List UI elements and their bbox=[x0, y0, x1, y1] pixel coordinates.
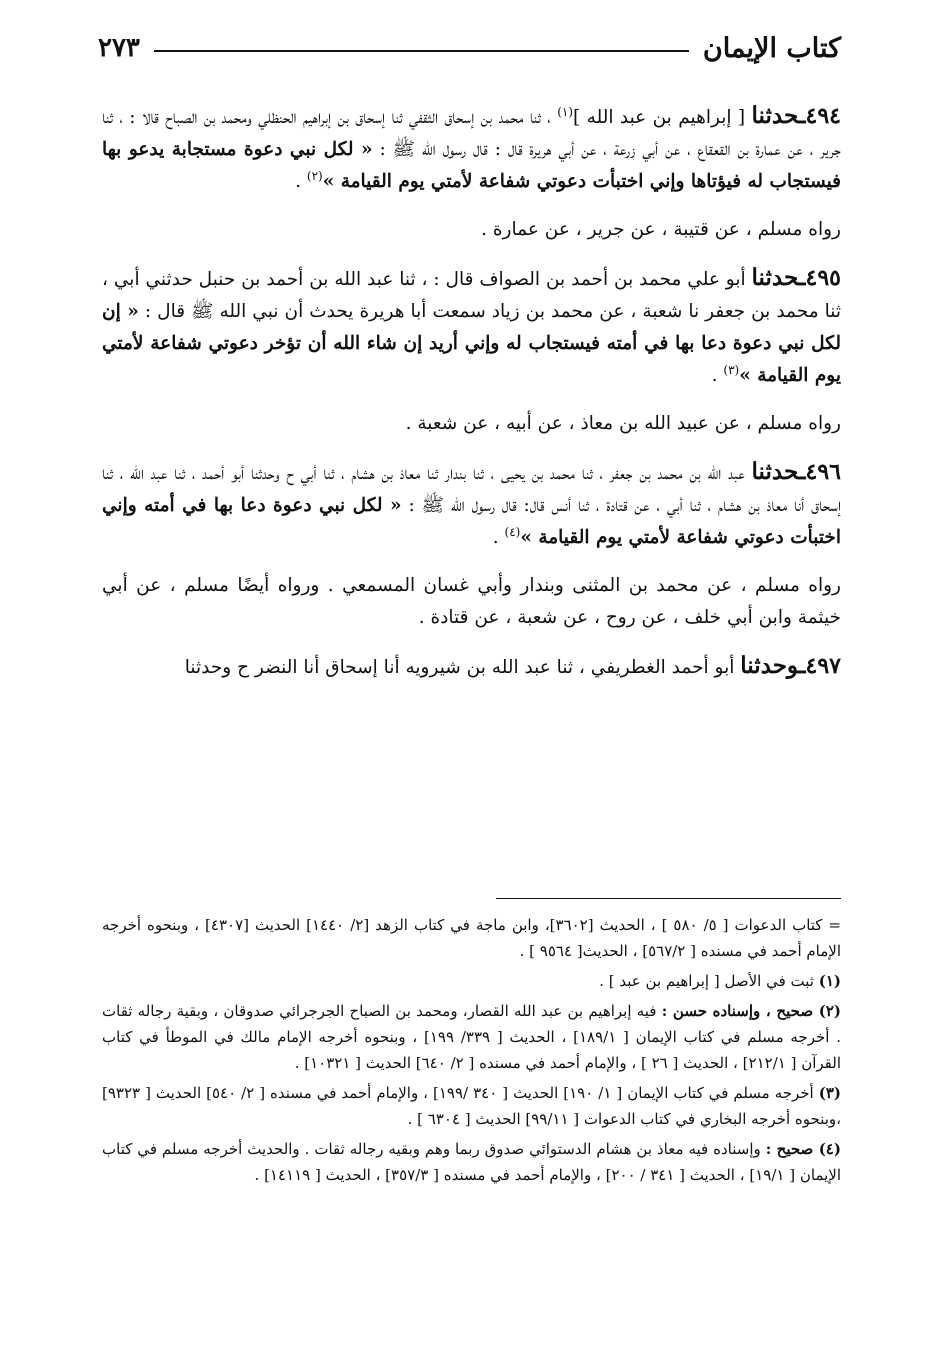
footnote-2 bbox=[102, 998, 841, 1076]
hadith-lead-word: ـوحدثنا bbox=[740, 652, 806, 679]
footnote-text: فيه إبراهيم بن عبد الله القصار، ومحمد بن الصباح الجرجرائي صدوقان ، وبقية رجاله ثقات . أخرجه مسلم في كتاب الإيمان [ ١٨٩/١] ، الحديث [ ٣٣٩/ ١٩٩] ، وبنحوه أخرجه الإمام مالك في الموطأ في كتاب القرآن [ ٢١٢/١] ، الحديث [ ٢٦ ] ، والإمام أحمد في مسنده [ ٢/ ٦٤٠] الحديث [ ١٠٣٢١] . bbox=[102, 1002, 841, 1072]
footnote-ref: (٤) bbox=[504, 524, 521, 539]
main-text bbox=[102, 100, 841, 700]
footnote-text: ثبت في الأصل [ إبراهيم بن عبد ] . bbox=[599, 972, 814, 990]
footnote-label: (١) bbox=[818, 972, 841, 990]
footnote-1 bbox=[102, 968, 841, 994]
riwaya-note: رواه مسلم ، عن عبيد الله بن معاذ ، عن أبيه ، عن شعبة . bbox=[405, 413, 841, 434]
hadith-lead-word: ـحدثنا bbox=[751, 264, 806, 291]
footnote-ref: (٣) bbox=[723, 362, 740, 377]
footnote-label: (٢) صحيح ، وإسناده حسن : bbox=[661, 1002, 841, 1020]
hadith-number: ٤٩٥ bbox=[805, 265, 841, 291]
hadith-lead-word: ـحدثنا bbox=[751, 458, 806, 485]
footnote-text: أخرجه مسلم في كتاب الإيمان [ ١/ ١٩٠] الحديث [ ٣٤٠ /١٩٩] ، والإمام أحمد في مسنده [ ٢/ ٥٤٠] الحديث [ ٩٣٢٣] ،وبنحوه أخرجه البخاري في كتاب الدعوات [ ٩٩/١١] الحديث [ ٦٣٠٤ ] . bbox=[102, 1084, 841, 1128]
hadith-494 bbox=[102, 100, 841, 198]
page-number: ٢٧٣ bbox=[98, 33, 140, 63]
hadith-number: ٤٩٦ bbox=[805, 459, 841, 485]
sentence-end: . bbox=[711, 365, 718, 386]
footnote-separator bbox=[496, 898, 841, 899]
footnote-text: وإسناده فيه معاذ بن هشام الدستوائي صدوق ربما وهم وبقيه رجاله ثقات . والحديث أخرجه مسلم في كتاب الإيمان [ ١٩/١] ، الحديث [ ٣٤١ / ٢٠٠] ، والإمام أحمد في مسنده [ ٣٥٧/٣] ، الحديث [ ١٤١١٩] . bbox=[102, 1140, 841, 1184]
hadith-497 bbox=[102, 650, 841, 684]
footnote-label: (٣) bbox=[818, 1084, 841, 1102]
hadith-number: ٤٩٧ bbox=[805, 653, 841, 679]
hadith-isnad: أبو علي محمد بن أحمد بن الصواف قال : ، ثنا عبد الله بن أحمد بن حنبل حدثني أبي ، ثنا محمد بن جعفر نا شعبة ، عن محمد بن زياد سمعت أبا هريرة يحدث أن نبي الله ﷺ قال : bbox=[102, 269, 841, 322]
page-header bbox=[98, 28, 841, 68]
footnote-continuation: = كتاب الدعوات [ ٥/ ٥٨٠ ] ، الحديث [٣٦٠٢]، وابن ماجة في كتاب الزهد [٢/ ١٤٤٠] الحديث [٤٣٠٧] ، وبنحوه أخرجه الإمام أحمد في مسنده [ ٥٦٧/٢] ، الحديث[ ٩٥٦٤ ] . bbox=[102, 916, 841, 960]
book-title: كتاب الإيمان bbox=[702, 32, 841, 64]
hadith-isnad: أبو أحمد الغطريفي ، ثنا عبد الله بن شيرويه أنا إسحاق أنا النضر ح وحدثنا bbox=[184, 657, 735, 678]
footnotes bbox=[102, 912, 841, 1192]
header-rule bbox=[154, 50, 689, 52]
footnote-label: (٤) صحيح : bbox=[765, 1140, 841, 1158]
riwaya-note: رواه مسلم ، عن محمد بن المثنى وبندار وأبي غسان المسمعي . ورواه أيضًا مسلم ، عن أبي خيثمة وابن أبي خلف ، عن روح ، عن شعبة ، عن قتادة . bbox=[102, 575, 841, 628]
footnote-3 bbox=[102, 1080, 841, 1132]
hadith-495 bbox=[102, 262, 841, 392]
hadith-matn: « لكل نبي دعوة دعا بها في أمته وإني اختبأت دعوتي شفاعة لأمتي يوم القيامة » bbox=[102, 495, 841, 548]
hadith-matn: « إن لكل نبي دعوة دعا بها في أمته فيستجاب له وإني أريد إن شاء الله أن تؤخر دعوتي شفاعة لأمتي يوم القيامة » bbox=[102, 301, 841, 386]
hadith-isnad: [ إبراهيم بن عبد الله ] bbox=[573, 107, 746, 128]
hadith-lead-word: ـحدثنا bbox=[751, 102, 806, 129]
hadith-isnad: عبد الله بن محمد بن جعفر ، ثنا محمد بن يحيى ، ثنا بندار ثنا معاذ بن هشام ، ثنا أبي ح وحدثنا أبو أحمد ، ثنا عبد الله ، ثنا إسحاق أنا معاذ بن هشام ، ثنا أبي ، عن قتادة ، ثنا أنس قال: قال رسول الله ﷺ : bbox=[102, 463, 842, 516]
sentence-end: . bbox=[492, 527, 499, 548]
footnote-ref: (١) bbox=[557, 104, 574, 119]
hadith-isnad: ، ثنا محمد بن إسحاق الثقفي ثنا إسحاق بن إبراهيم الحنظلي ومحمد بن الصباح قالا : ، ثنا جرير ، عن عمارة بن القعقاع ، عن أبي زرعة ، عن أبي هريرة قال : قال رسول الله ﷺ : bbox=[102, 107, 841, 160]
riwaya-note: رواه مسلم ، عن قتيبة ، عن جرير ، عن عمارة . bbox=[481, 219, 841, 240]
hadith-496 bbox=[102, 456, 841, 554]
footnote-4 bbox=[102, 1136, 841, 1188]
footnote-ref: (٢) bbox=[306, 168, 323, 183]
hadith-number: ٤٩٤ bbox=[805, 103, 841, 129]
hadith-matn: « لكل نبي دعوة مستجابة يدعو بها فيستجاب له فيؤتاها وإني اختبأت دعوتي شفاعة لأمتي يوم القيامة » bbox=[102, 139, 841, 192]
sentence-end: . bbox=[295, 171, 301, 192]
